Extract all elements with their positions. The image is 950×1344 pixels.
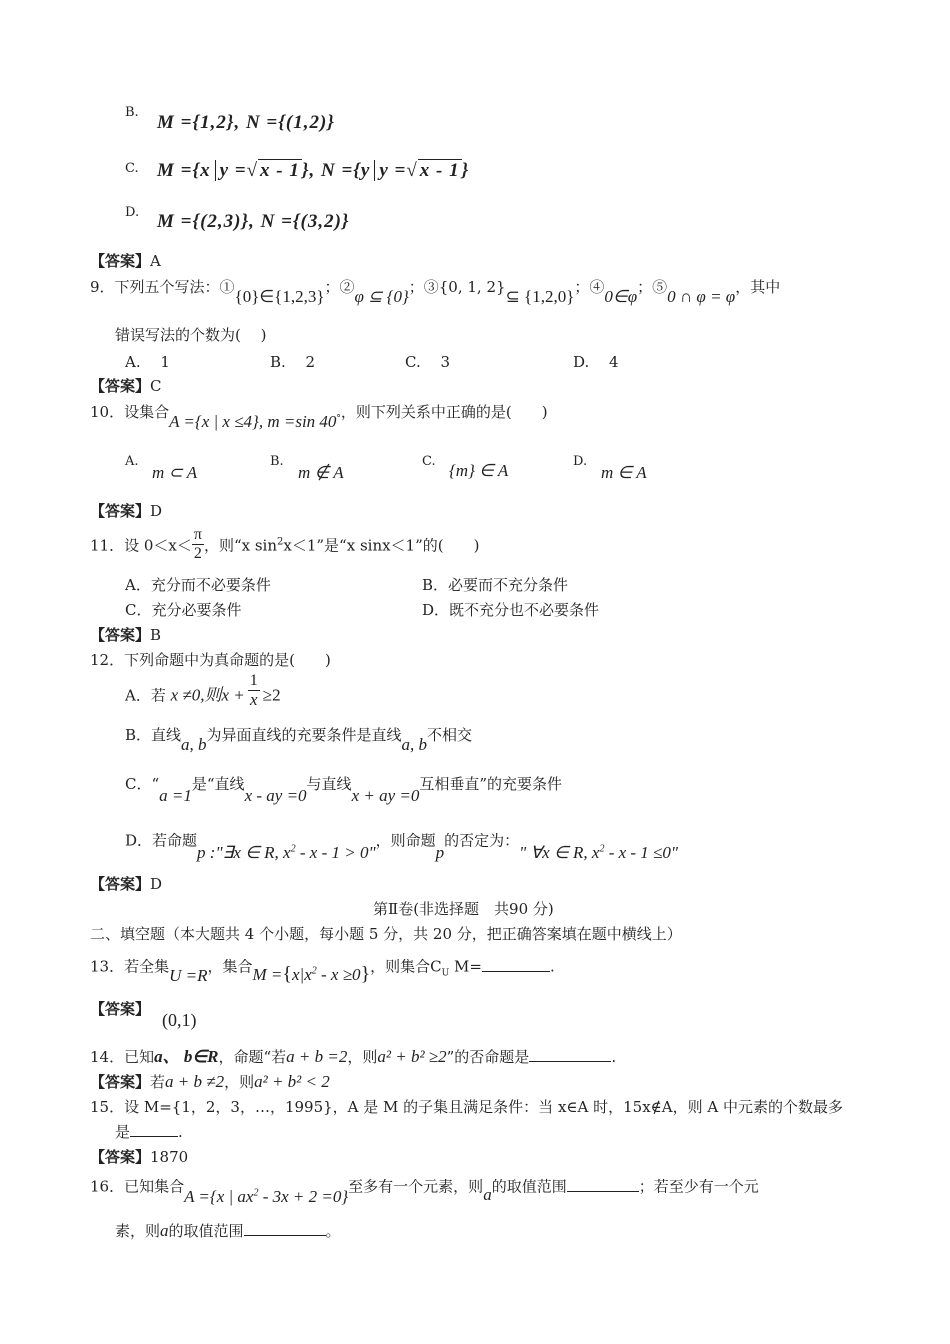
q8-option-c-label: C. [125, 161, 139, 176]
q8-option-d-expr: M ={(2,3)}, N ={(3,2)} [157, 211, 350, 232]
q16-stem: 16．已知集合A ={x | $ax^2 - 3x + 2 =0$}至多有一个元素，则a的取值范围 ；若至少有一个元 [90, 1177, 759, 1206]
q14-stem: 14．已知a、 b∈R，命题“若a + b =2，则a² + b² ≥2”的否命题是 . [90, 1047, 617, 1066]
fill-in-heading: 二、填空题（本大题共 4 个小题，每小题 5 分，共 20 分，把正确答案填在题中横线上） [90, 925, 682, 943]
q10-option-b: m ∉ A [298, 463, 344, 482]
q11-option-c: C．充分必要条件 [125, 601, 242, 619]
q15-answer: 【答案】1870 [90, 1148, 189, 1166]
q8-option-b-label: B. [125, 105, 139, 120]
q10-option-d: m ∈ A [601, 463, 647, 482]
q16-stem-cont: 素，则a的取值范围 。 [115, 1221, 341, 1240]
q9-option-c: C. 3 [405, 353, 451, 371]
q12-option-c: C．“a =1是“直线x - ay =0与直线x + ay =0互相垂直”的充要条件 [125, 775, 563, 805]
q10-option-c: {m} ∈ A [449, 461, 509, 480]
q12-option-d: D．若命题p :"∃x ∈ R, $x^2 - x - 1 > 0$"，则命题p的否定为：" ∀x ∈ R, $x^2 - x - 1 \le 0$" [125, 831, 679, 862]
q9-answer: 【答案】C [90, 377, 162, 395]
q15-stem-cont: 是 . [115, 1123, 183, 1141]
q15-stem: 15．设 M={1，2，3，…，1995}，A 是 M 的子集且满足条件：当 x∈A 时，15x∉A，则 A 中元素的个数最多 [90, 1098, 843, 1116]
q12-answer: 【答案】D [90, 875, 163, 893]
q9-option-a: A. 1 [125, 353, 170, 371]
q9-stem: 9．下列五个写法：①{0}∈{1,2,3}；②φ ⊆ {0}；③{0, 1, 2}⊆ {1,2,0}；④0∈φ；⑤0 ∩ φ = φ，其中 [90, 278, 781, 306]
q11-option-a: A．充分而不必要条件 [125, 576, 271, 594]
q10-option-a: m ⊂ A [152, 463, 198, 482]
q9-option-b: B. 2 [270, 353, 316, 371]
q8-answer: 【答案】A [90, 252, 161, 270]
q10-option-b-label: B. [270, 454, 284, 469]
q10-stem: 10．设集合A ={x | x ≤4}, m =sin $40^\circ$，则下列关系中正确的是( ) [90, 403, 548, 431]
q12-option-b: B．直线a, b为异面直线的充要条件是直线a, b不相交 [125, 726, 473, 754]
q9-stem-cont: 错误写法的个数为( ) [115, 326, 267, 344]
q10-answer: 【答案】D [90, 502, 163, 520]
section-2-title: 第Ⅱ卷(非选择题 共90 分) [373, 900, 554, 918]
q10-option-c-label: C. [422, 454, 436, 469]
q9-option-d: D. 4 [573, 353, 619, 371]
q11-stem: 11．设 0＜x＜ $\frac{\pi}{2}$ ，则“x $\sin^2x<1$”是“x sinx＜1”的( ) [90, 526, 480, 562]
q11-option-b: B．必要而不充分条件 [422, 576, 569, 594]
q8-option-c-expr: M ={x y =√ x - 1 }, N ={y y =√ x - 1 } [157, 160, 470, 181]
q8-option-d-label: D. [125, 205, 140, 220]
q10-option-d-label: D. [573, 454, 588, 469]
q11-answer: 【答案】B [90, 626, 162, 644]
q12-stem: 12．下列命题中为真命题的是( ) [90, 651, 331, 669]
q13-answer-value: (0,1) [162, 1010, 197, 1030]
q11-option-d: D．既不充分也不必要条件 [422, 601, 600, 619]
q10-option-a-label: A. [125, 454, 139, 469]
q12-option-a: A．若 x ≠0,则x + $\frac{1}{x}$ ≥2 [125, 672, 281, 709]
q13-stem: 13．若全集U =R，集合$M =\{x|x^2 - x \ge 0\}$，则集合$C_U$ M= . [90, 957, 555, 985]
q8-option-b-expr: M ={1,2}, N ={(1,2)} [157, 112, 335, 133]
q14-answer: 【答案】若a + b ≠2，则a² + b² < 2 [90, 1072, 330, 1091]
q13-answer: 【答案】 [90, 1000, 151, 1018]
